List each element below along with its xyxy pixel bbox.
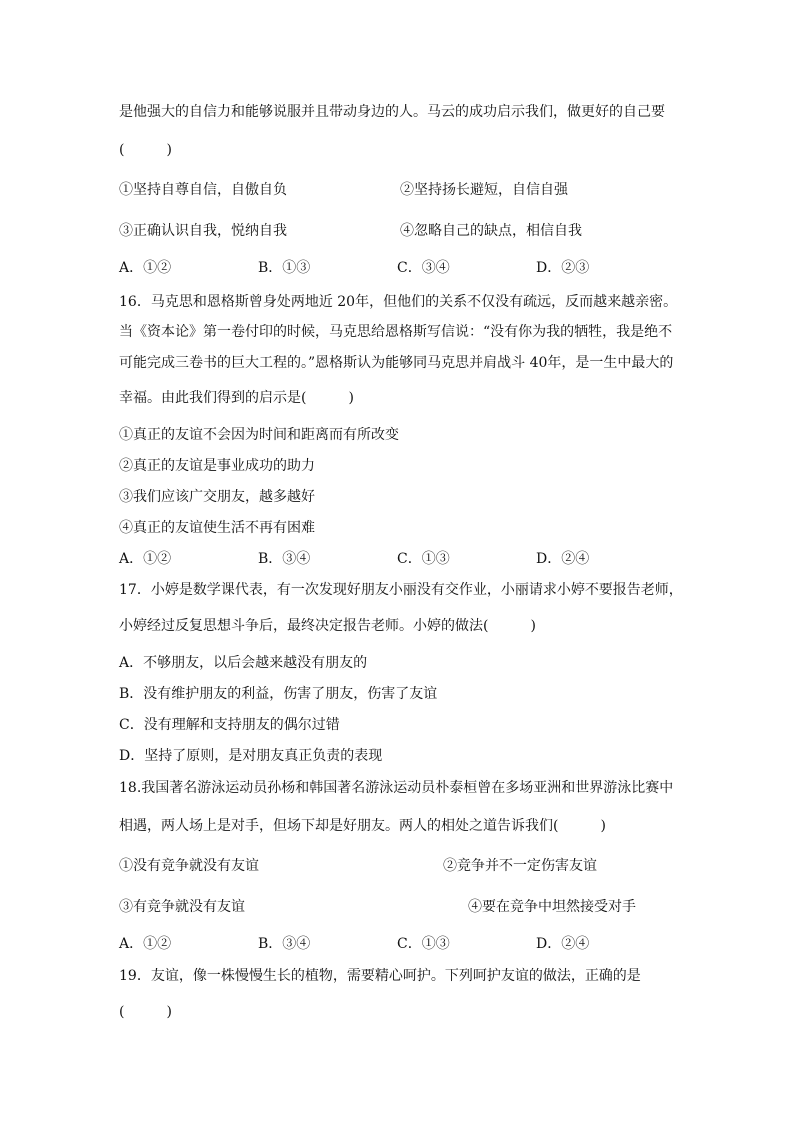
q18-option-b: B．③④ (258, 936, 311, 952)
q16-statement-2: ②真正的友谊是事业成功的助力 (119, 458, 315, 474)
q18-statement-2: ②竞争并不一定伤害友谊 (443, 858, 597, 874)
q18-options (119, 934, 639, 954)
q19-answer-paren: ( ) (119, 1004, 172, 1020)
q17-line-2: 小婷经过反复思想斗争后，最终决定报告老师。小婷的做法( ) (119, 618, 536, 634)
q18-statement-3: ③有竞争就没有友谊 (119, 899, 245, 915)
q15-option-d: D．②③ (536, 260, 590, 276)
q16-line-3: 可能完成三卷书的巨大工程的。”恩格斯认为能够同马克思并肩战斗 40年，是一生中最大的 (119, 355, 674, 371)
q18-statement-1: ①没有竞争就没有友谊 (119, 858, 259, 874)
q15-text: 是他强大的自信力和能够说服并且带动身边的人。马云的成功启示我们，做更好的自己要 (119, 104, 665, 120)
q17-option-a: A．不够朋友，以后会越来越没有朋友的 (119, 655, 368, 671)
q17-option-c: C．没有理解和支持朋友的偶尔过错 (119, 717, 340, 733)
q17-option-d: D．坚持了原则，是对朋友真正负责的表现 (119, 748, 383, 764)
q16-statement-3: ③我们应该广交朋友，越多越好 (119, 489, 315, 505)
q15-statement-1: ①坚持自尊自信，自傲自负 (119, 182, 287, 198)
q16-statement-4: ④真正的友谊使生活不再有困难 (119, 520, 315, 536)
q16-option-b: B．③④ (258, 551, 311, 567)
q17-line-1: 17．小婷是数学课代表，有一次发现好朋友小丽没有交作业，小丽请求小婷不要报告老师， (119, 582, 683, 598)
q15-options (119, 258, 639, 278)
q18-option-c: C．①③ (397, 936, 450, 952)
q18-option-a: A．①② (119, 936, 172, 952)
q16-options (119, 549, 639, 569)
q18-line-2: 相遇，两人场上是对手，但场下却是好朋友。两人的相处之道告诉我们( ) (119, 818, 606, 834)
q15-statement-3: ③正确认识自我，悦纳自我 (119, 223, 287, 239)
q18-option-d: D．②④ (536, 936, 590, 952)
q15-statement-4: ④忽略自己的缺点，相信自我 (400, 223, 582, 239)
q15-option-a: A．①② (119, 260, 172, 276)
q16-line-2: 当《资本论》第一卷付印的时候，马克思给恩格斯写信说：“没有你为我的牺牲，我是绝不 (119, 324, 673, 340)
q16-statement-1: ①真正的友谊不会因为时间和距离而有所改变 (119, 427, 399, 443)
q17-option-b: B．没有维护朋友的利益，伤害了朋友，伤害了友谊 (119, 686, 438, 702)
q16-line-1: 16．马克思和恩格斯曾身处两地近 20年，但他们的关系不仅没有疏远，反而越来越亲密。 (119, 294, 678, 310)
q15-answer-paren: ( ) (119, 142, 172, 158)
q16-line-4: 幸福。由此我们得到的启示是( ) (119, 390, 354, 406)
q16-option-c: C．①③ (397, 551, 450, 567)
q15-option-b: B．①③ (258, 260, 311, 276)
q15-option-c: C．③④ (397, 260, 450, 276)
q18-line-1: 18.我国著名游泳运动员孙杨和韩国著名游泳运动员朴泰桓曾在多场亚洲和世界游泳比赛中 (119, 780, 674, 796)
q16-option-a: A．①② (119, 551, 172, 567)
q16-option-d: D．②④ (536, 551, 590, 567)
q18-statement-4: ④要在竞争中坦然接受对手 (468, 899, 636, 915)
q15-statement-2: ②坚持扬长避短，自信自强 (400, 182, 568, 198)
q19-line-1: 19．友谊，像一株慢慢生长的植物，需要精心呵护。下列呵护友谊的做法，正确的是 (119, 968, 641, 984)
